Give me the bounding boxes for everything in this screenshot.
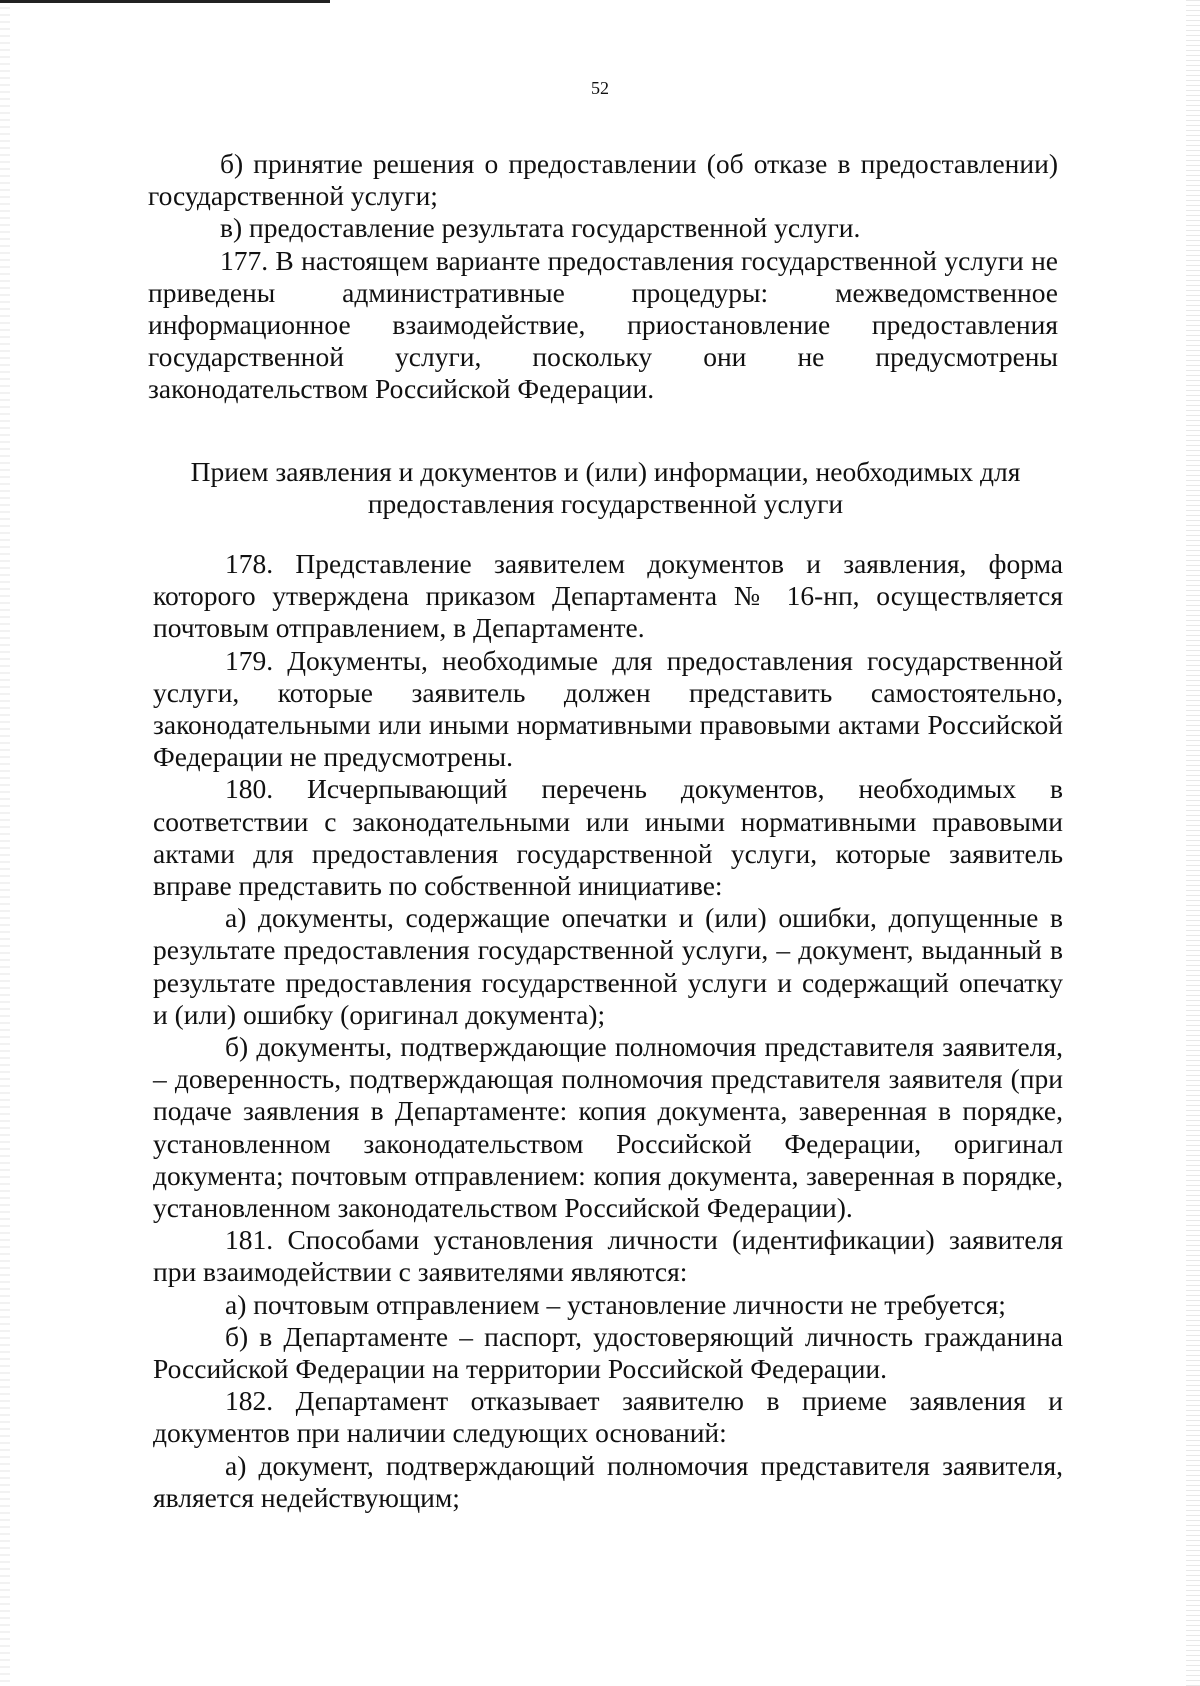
paragraph-182-a: а) документ, подтверждающий полномочия представителя заявителя, является недействующим; bbox=[153, 1449, 1063, 1513]
paragraph-180-a: а) документы, содержащие опечатки и (или) ошибки, допущенные в результате предоставления государственной услуги, – документ, выданный в результате предоставления государственной услуги и содержащий опечатку и (или) ошибку (оригинал документа); bbox=[153, 902, 1063, 1030]
text-block-main bbox=[153, 548, 1063, 1514]
section-heading-line-2: предоставления государственной услуги bbox=[367, 488, 844, 520]
paragraph-181-a: а) почтовым отправлением – установление личности не требуется; bbox=[225, 1288, 1006, 1320]
page-number: 52 bbox=[591, 78, 609, 98]
paragraph-180-b: б) документы, подтверждающие полномочия представителя заявителя, – доверенность, подтверждающая полномочия представителя заявителя (при подаче заявления в Департаменте: копия документа, заверенная в порядке, установленном законодательством Российской Федерации, оригинал документа; почтовым отправлением: копия документа, заверенная в порядке, установленном законодательством Российской Федерации). bbox=[153, 1031, 1063, 1224]
scan-left-edge bbox=[0, 0, 10, 1686]
paragraph-182: 182. Департамент отказывает заявителю в приеме заявления и документов при наличии следующих оснований: bbox=[153, 1385, 1063, 1449]
section-heading bbox=[148, 456, 1063, 520]
paragraph-b-decision: б) принятие решения о предоставлении (об отказе в предоставлении) государственной услуги; bbox=[148, 148, 1058, 212]
paragraph-177: 177. В настоящем варианте предоставления государственной услуги не приведены административные процедуры: межведомственное информационное взаимодействие, приостановление предоставления государственной услуги, поскольку они не предусмотрены законодательством Российской Федерации. bbox=[148, 244, 1058, 405]
scan-right-edge bbox=[1186, 0, 1200, 1686]
section-heading-line-1: Прием заявления и документов и (или) информации, необходимых для bbox=[190, 456, 1021, 487]
scan-top-rule bbox=[0, 0, 330, 3]
paragraph-181: 181. Способами установления личности (идентификации) заявителя при взаимодействии с заявителями являются: bbox=[153, 1224, 1063, 1288]
paragraph-178: 178. Представление заявителем документов и заявления, форма которого утверждена приказом Департамента № 16-нп, осуществляется почтовым отправлением, в Департаменте. bbox=[153, 548, 1063, 644]
paragraph-180: 180. Исчерпывающий перечень документов, необходимых в соответствии с законодательными или иными нормативными правовыми актами для предоставления государственной услуги, которые заявитель вправе представить по собственной инициативе: bbox=[153, 773, 1063, 902]
paragraph-179: 179. Документы, необходимые для предоставления государственной услуги, которые заявитель должен представить самостоятельно, законодательными или иными нормативными правовыми актами Российской Федерации не предусмотрены. bbox=[153, 644, 1063, 773]
paragraph-v-result: в) предоставление результата государственной услуги. bbox=[220, 212, 861, 244]
paragraph-181-b: б) в Департаменте – паспорт, удостоверяющий личность гражданина Российской Федерации на территории Российской Федерации. bbox=[153, 1320, 1063, 1385]
text-block-top bbox=[148, 148, 1058, 406]
